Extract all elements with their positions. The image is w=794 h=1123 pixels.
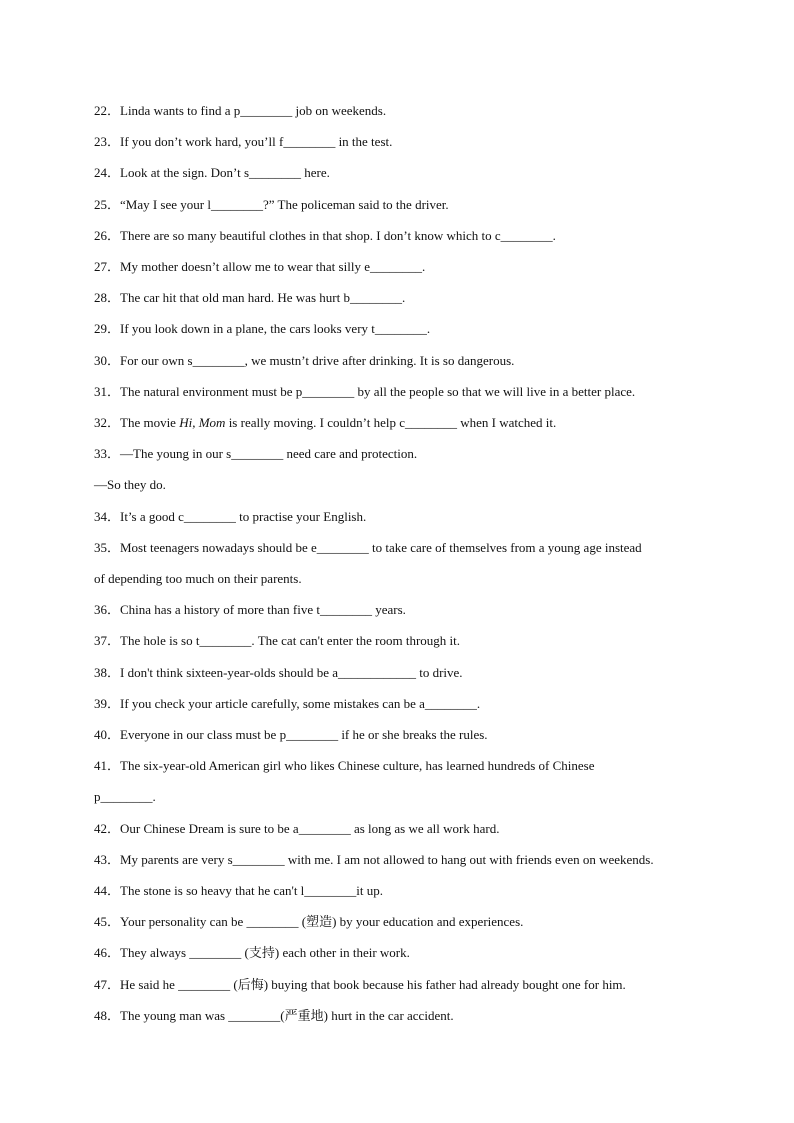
question-41: 41．The six-year-old American girl who likes Chinese culture, has learned hundreds of Chinese (94, 758, 595, 773)
question-25: 25．“May I see your l________?” The policeman said to the driver. (94, 197, 449, 212)
question-22: 22．Linda wants to find a p________ job on weekends. (94, 103, 387, 118)
question-33-reply: —So they do. (94, 477, 166, 492)
question-35-continued: of depending too much on their parents. (94, 571, 302, 586)
question-24: 24．Look at the sign. Don’t s________ here. (94, 165, 330, 180)
question-48: 48．The young man was ________(严重地) hurt in the car accident. (94, 1008, 454, 1023)
question-40: 40．Everyone in our class must be p________ if he or she breaks the rules. (94, 727, 488, 742)
question-36: 36．China has a history of more than five t________ years. (94, 602, 406, 617)
question-23: 23．If you don’t work hard, you’ll f________ in the test. (94, 134, 393, 149)
question-26: 26．There are so many beautiful clothes in that shop. I don’t know which to c________. (94, 228, 556, 243)
question-44: 44．The stone is so heavy that he can't l________it up. (94, 883, 384, 898)
question-46: 46．They always ________ (支持) each other in their work. (94, 945, 410, 960)
question-32-text-after: is really moving. I couldn’t help c________ when I watched it. (225, 415, 557, 430)
question-32-text-before: 32．The movie (94, 415, 180, 430)
question-37: 37．The hole is so t________. The cat can't enter the room through it. (94, 633, 461, 648)
question-27: 27．My mother doesn’t allow me to wear that silly e________. (94, 259, 426, 274)
question-43: 43．My parents are very s________ with me. I am not allowed to hang out with friends even on weekends. (94, 852, 654, 867)
question-32 (94, 415, 754, 431)
movie-title: Hi, Mom (179, 415, 226, 430)
question-31: 31．The natural environment must be p________ by all the people so that we will live in a better place. (94, 384, 636, 399)
question-38: 38．I don't think sixteen-year-olds should be a____________ to drive. (94, 665, 463, 680)
question-28: 28．The car hit that old man hard. He was hurt b________. (94, 290, 406, 305)
question-47: 47．He said he ________ (后悔) buying that book because his father had already bought one for him. (94, 977, 626, 992)
question-39: 39．If you check your article carefully, some mistakes can be a________. (94, 696, 481, 711)
question-30: 30．For our own s________, we mustn’t drive after drinking. It is so dangerous. (94, 353, 515, 368)
question-33: 33．—The young in our s________ need care and protection. (94, 446, 418, 461)
question-35: 35．Most teenagers nowadays should be e________ to take care of themselves from a young age instead (94, 540, 642, 555)
question-29: 29．If you look down in a plane, the cars looks very t________. (94, 321, 431, 336)
question-41-continued: p________. (94, 789, 156, 804)
question-34: 34．It’s a good c________ to practise your English. (94, 509, 367, 524)
question-45: 45．Your personality can be ________ (塑造) by your education and experiences. (94, 914, 524, 929)
question-42: 42．Our Chinese Dream is sure to be a________ as long as we all work hard. (94, 821, 500, 836)
